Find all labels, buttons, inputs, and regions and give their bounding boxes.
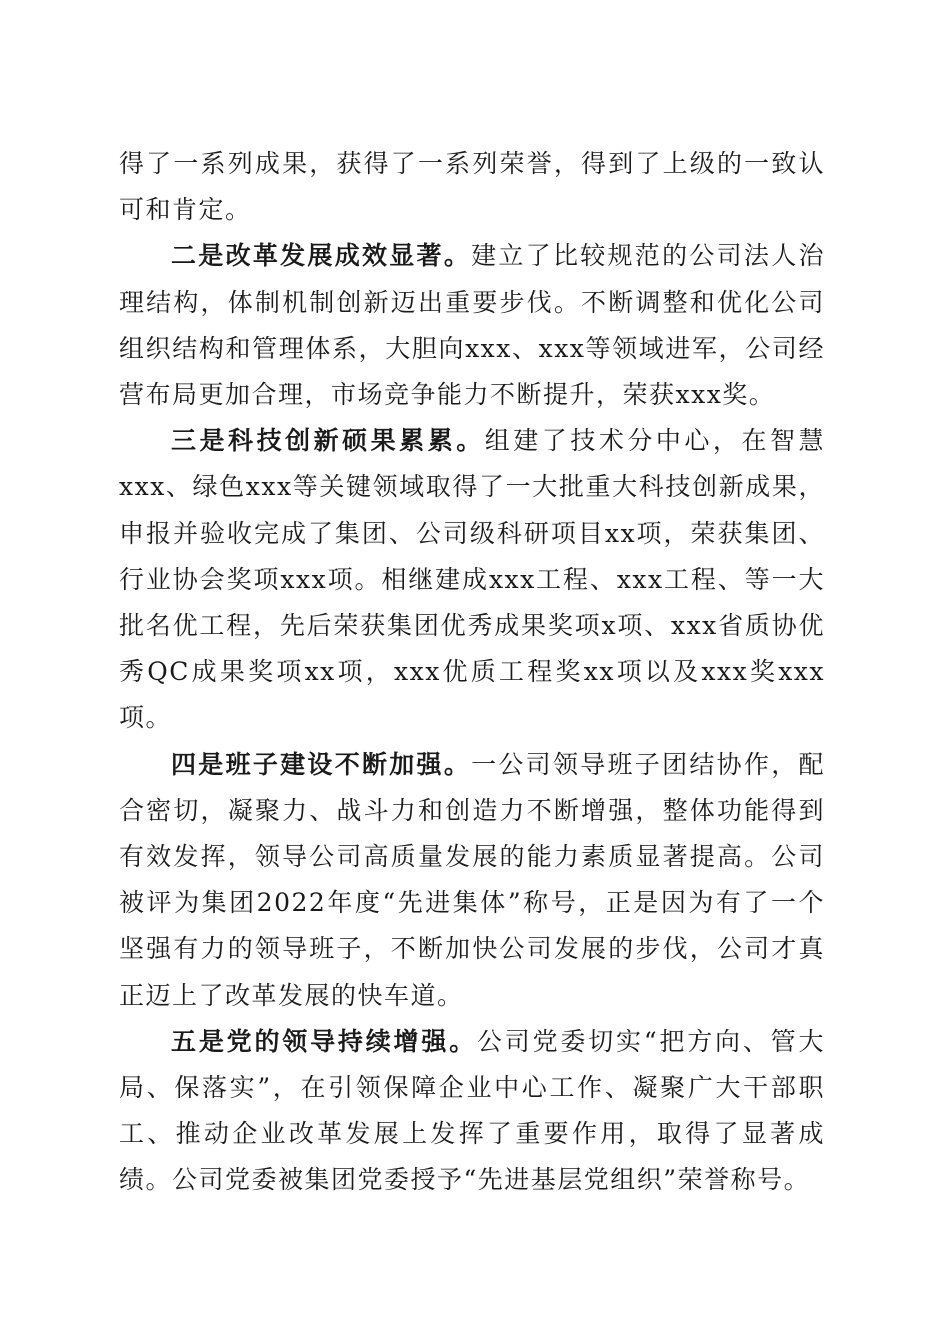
paragraph-lead: 四是班子建设不断加强。 — [171, 749, 472, 779]
paragraph-text: 建立了比较规范的公司法人治理结构，体制机制创新迈出重要步伐。不断调整和优化公司组织结构和管理体系，大胆向xxx、xxx等领域进军，公司经营布局更加合理，市场竞争能力不断提升，荣获xxx奖。 — [119, 241, 825, 410]
document-body — [119, 141, 825, 1204]
paragraph-text: 得了一系列成果，获得了一系列荣誉，得到了上级的一致认可和肯定。 — [119, 149, 825, 225]
paragraph-text: 组建了技术分中心，在智慧xxx、绿色xxx等关键领域取得了一大批重大科技创新成果，申报并验收完成了集团、公司级科研项目xx项，荣获集团、行业协会奖项xxx项。相继建成xxx工程、xxx工程、等一大批名优工程，先后荣获集团优秀成果奖项x项、xxx省质协优秀QC成果奖项xx项，xxx优质工程奖xx项以及xxx奖xxx项。 — [119, 426, 825, 733]
paragraph-lead: 三是科技创新硕果累累。 — [171, 426, 485, 456]
paragraph-lead: 二是改革发展成效显著。 — [171, 241, 472, 271]
paragraph-text: 一公司领导班子团结协作，配合密切，凝聚力、战斗力和创造力不断增强，整体功能得到有效发挥，领导公司高质量发展的能力素质显著提高。公司被评为集团2022年度“先进集体”称号，正是因为有了一个坚强有力的领导班子，不断加快公司发展的步伐，公司才真正迈上了改革发展的快车道。 — [119, 749, 825, 1010]
paragraph-continuation — [119, 141, 825, 233]
paragraph-party-leadership — [119, 1019, 825, 1204]
paragraph-text: 公司党委切实“把方向、管大局、保落实”，在引领保障企业中心工作、凝聚广大干部职工、推动企业改革发展上发挥了重要作用，取得了显著成绩。公司党委被集团党委授予“先进基层党组织”荣誉称号。 — [119, 1026, 825, 1195]
paragraph-lead: 五是党的领导持续增强。 — [171, 1026, 477, 1056]
paragraph-reform-development — [119, 233, 825, 418]
paragraph-team-building — [119, 742, 825, 1019]
paragraph-tech-innovation — [119, 418, 825, 741]
